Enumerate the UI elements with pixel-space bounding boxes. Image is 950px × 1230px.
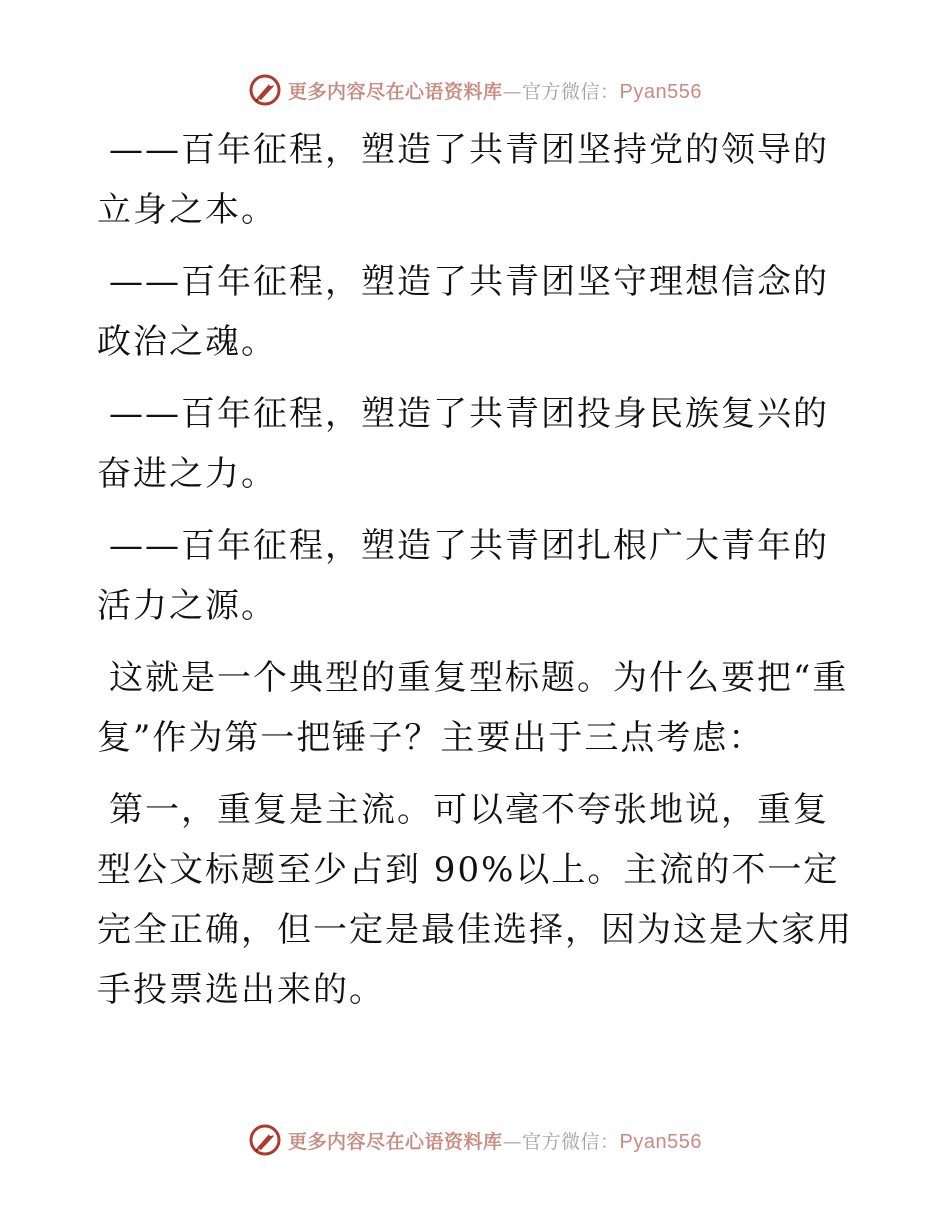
pen-logo-icon (248, 1123, 282, 1157)
watermark-separator: — (502, 80, 523, 103)
paragraph-5: 这就是一个典型的重复型标题。为什么要把“重复”作为第一把锤子？主要出于三点考虑： (97, 658, 849, 758)
watermark-wechat-id: Pyan556 (619, 1130, 702, 1153)
paragraph-4: ——百年征程，塑造了共青团扎根广大青年的活力之源。 (97, 526, 829, 626)
document-body (97, 120, 857, 1032)
watermark-wechat-id: Pyan556 (619, 80, 702, 103)
watermark-wechat-label: 官方微信： (522, 1130, 620, 1153)
paragraph-2: ——百年征程，塑造了共青团坚守理想信念的政治之魂。 (97, 262, 829, 362)
paragraph-1: ——百年征程，塑造了共青团坚持党的领导的立身之本。 (97, 130, 829, 230)
paragraph-3: ——百年征程，塑造了共青团投身民族复兴的奋进之力。 (97, 394, 829, 494)
watermark-site-text: 更多内容尽在心语资料库 (288, 1130, 503, 1153)
watermark-site-text: 更多内容尽在心语资料库 (288, 80, 503, 103)
watermark-wechat-label: 官方微信： (522, 80, 620, 103)
pen-logo-icon (248, 73, 282, 107)
footer-watermark (0, 1118, 950, 1162)
watermark-separator: — (502, 1130, 523, 1153)
paragraph-6: 第一，重复是主流。可以毫不夸张地说，重复型公文标题至少占到 90%以上。主流的不一定完全正确，但一定是最佳选择，因为这是大家用手投票选出来的。 (97, 790, 853, 1010)
header-watermark (0, 68, 950, 112)
